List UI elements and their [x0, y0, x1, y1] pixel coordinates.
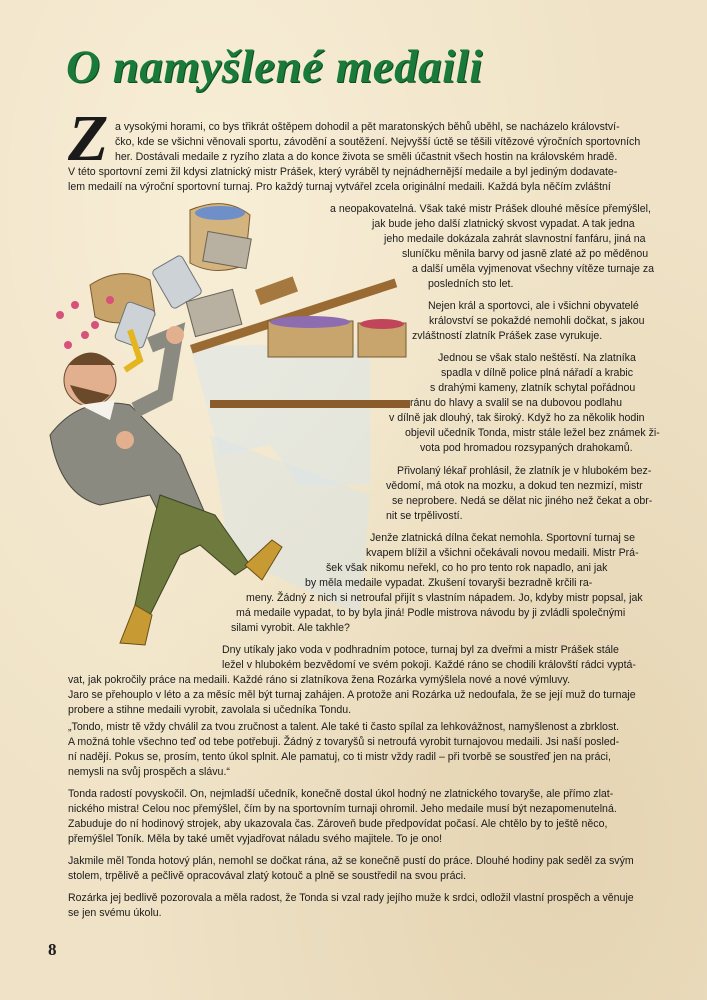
page-number: 8	[48, 940, 57, 959]
text-line: a další uměla vyjmenovat všechny vítěze turnaje za	[412, 263, 655, 275]
text-line: šek však nikomu neřekl, co ho pro tento rok napadlo, ani jak	[326, 562, 608, 574]
text-line: lem medailí na výroční sportovní turnaj. Pro každý turnaj vytvářel zcela originální medaili. Každá byla něčím zvláštní	[68, 181, 611, 193]
text-line: Nejen král a sportovci, ale i všichni obyvatelé	[428, 300, 639, 312]
text-line: a neopakovatelná. Však také mistr Prášek dlouhé měsíce přemýšlel,	[330, 203, 651, 215]
text-line: má medaile vypadat, to by byla jiná! Podle mistrova návodu by ji zvládli společnými	[236, 607, 626, 619]
text-line: jak bude jeho další zlatnický skvost vypadat. A tak jedna	[372, 218, 635, 230]
text-line: ní nadějí. Pokus se, prosím, tento úkol splnit. Ale pamatuj, co ti mistr vždy radil – při tvorbě se soustřeď jen na práci,	[68, 751, 611, 763]
text-line: by měla medaile vypadat. Zkušení tovaryši bezradně krčili ra-	[305, 577, 593, 589]
text-line: a vysokými horami, co bys třikrát oštěpem dohodil a pět maratonských běhů uběhl, se nacházelo království-	[115, 121, 620, 133]
text-line: Jaro se přehouplo v léto a za měsíc měl být turnaj zahájen. A protože ani Rozárka už nedoufala, že se její muž do turnaje	[68, 689, 636, 701]
gem-pile	[360, 319, 404, 329]
text-line: Dny utíkaly jako voda v podhradním potoce, turnaj byl za dveřmi a mistr Prášek stále	[222, 644, 619, 656]
text-line: vědomí, má otok na mozku, a dokud ten nezmizí, mistr	[386, 480, 643, 492]
text-line: posledních sto let.	[428, 278, 514, 290]
shelf-bracket	[255, 276, 298, 305]
text-line: nického mistra! Celou noc přemýšlel, čím by na sportovním turnaji ohromil. Jeho medaile musí být nezapomenutelná.	[68, 803, 617, 815]
gem-pile	[270, 316, 350, 328]
text-line: probere a stihne medaili vyrobit, zavolala si učedníka Tondu.	[68, 704, 352, 716]
text-line: vota pod hromadou rozsypaných drahokamů.	[420, 442, 633, 454]
text-line: her. Dostávali medaile z ryzího zlata a do konce života se směli účastnit všech hostin na královském hradě.	[115, 151, 618, 163]
man-hand	[166, 326, 184, 344]
text-line: Zabudujе do ní hodinový strojek, aby ukazovala čas. Zároveň bude předpovídat počasí. Ale chtělo by to ještě něco,	[68, 818, 608, 830]
text-line: s drahými kameny, zlatník schytal pořádnou	[430, 382, 636, 394]
text-line: sluníčku měnila barvy od jasně zlaté až po měděnou	[402, 248, 649, 260]
text-line: ránu do hlavy a svalil se na dubovou podlahu	[410, 397, 623, 409]
text-line: objevil učedník Tonda, mistr stále ležel bez známek ži-	[405, 427, 660, 439]
text-line: nemysli na svůj prospěch a slávu.“	[68, 766, 230, 778]
man-hair	[68, 353, 115, 366]
drop-cap: Z	[68, 102, 109, 175]
text-line: Jenže zlatnická dílna čekat nemohla. Sportovní turnaj se	[370, 532, 635, 544]
text-line: zvláštností zlatník Prášek zase vyrukuje.	[412, 330, 603, 342]
text-line: silami vyrobit. Ale takhle?	[231, 622, 350, 634]
text-line: v dílně jak dlouhý, tak široký. Když ho za několik hodin	[389, 412, 645, 424]
text-line: meny. Žádný z nich si netroufal přijít s vlastním nápadem. Jo, kdyby mistr popsal, jak	[246, 592, 643, 604]
text-line: V této sportovní zemi žil kdysi zlatnický mistr Prášek, který vyráběl ty nejnádhernější medaile a byl jediným dodavate-	[68, 166, 618, 178]
text-line: Tonda radostí povyskočil. On, nejmladší učedník, konečně dostal úkol hodný ne zlatnického tovaryše, ale přímo zlat-	[68, 788, 614, 800]
text-line: ležel v hlubokém bezvědomí ve svém pokoji. Každé ráno se chodili královští rádci vyptá-	[222, 659, 636, 671]
text-line: se jen svému úkolu.	[68, 907, 162, 919]
text-line: království se pokaždé nemohli dočkat, s jakou	[429, 315, 645, 327]
text-line: přemýšlel Toník. Měla by také umět vyjadřovat náladu svého majitele. To je ono!	[68, 833, 443, 845]
man-hand	[116, 431, 134, 449]
text-line: se neprobere. Nedá se dělat nic jiného než čekat a obr-	[392, 495, 653, 507]
text-line: čko, kde se všichni věnovali sportu, závodění a soutěžení. Nejvyšší úctě se těšili vítězové výročních sportovních	[115, 136, 641, 148]
page-title: O namyšlené medaili	[66, 41, 483, 93]
text-line: Jednou se však stalo neštěstí. Na zlatníka	[438, 352, 636, 364]
gem-pile	[195, 206, 245, 220]
text-line: vat, jak pokročily práce na medaili. Každé ráno si zlatníkova žena Rozárka vymýšlela nové a nové výmluvy.	[68, 674, 571, 686]
text-line: nit se trpělivostí.	[386, 510, 463, 522]
text-line: „Tondo, mistr tě vždy chválil za tvou zručnost a talent. Ale také ti často spílal za lehkovážnost, namyšlenost a zbrklost.	[68, 721, 620, 733]
text-line: Přivolaný lékař prohlásil, že zlatník je v hlubokém bez-	[397, 465, 652, 477]
text-line: Rozárka jej bedlivě pozorovala a měla radost, že Tonda si vzal rady jejího muže k srdci, odložil vlastní prospěch a věnuje	[68, 892, 634, 904]
text-line: Jakmile měl Tonda hotový plán, nemohl se dočkat rána, až se konečně pustí do práce. Dlouhé hodiny pak seděl za svým	[68, 855, 634, 867]
text-line: stolem, trpělivě a pečlivě opracovával zlatý kotouč a plně se soustředil na svou práci.	[68, 870, 467, 882]
text-line: kvapem blížil a všichni očekávali novou medaili. Mistr Prá-	[366, 547, 639, 559]
shelf-plank-lower	[210, 400, 410, 408]
text-line: jeho medaile dokázala zahrát slavnostní fanfáru, jiná na	[384, 233, 646, 245]
text-line: spadla v dílně police plná nářadí a krabic	[441, 367, 633, 379]
text-line: A možná tohle všechno teď od tebe potřebuji. Žádný z tovaryšů si netroufá vyrobit turnajovou medaili. Jsi naší posled-	[68, 736, 620, 748]
